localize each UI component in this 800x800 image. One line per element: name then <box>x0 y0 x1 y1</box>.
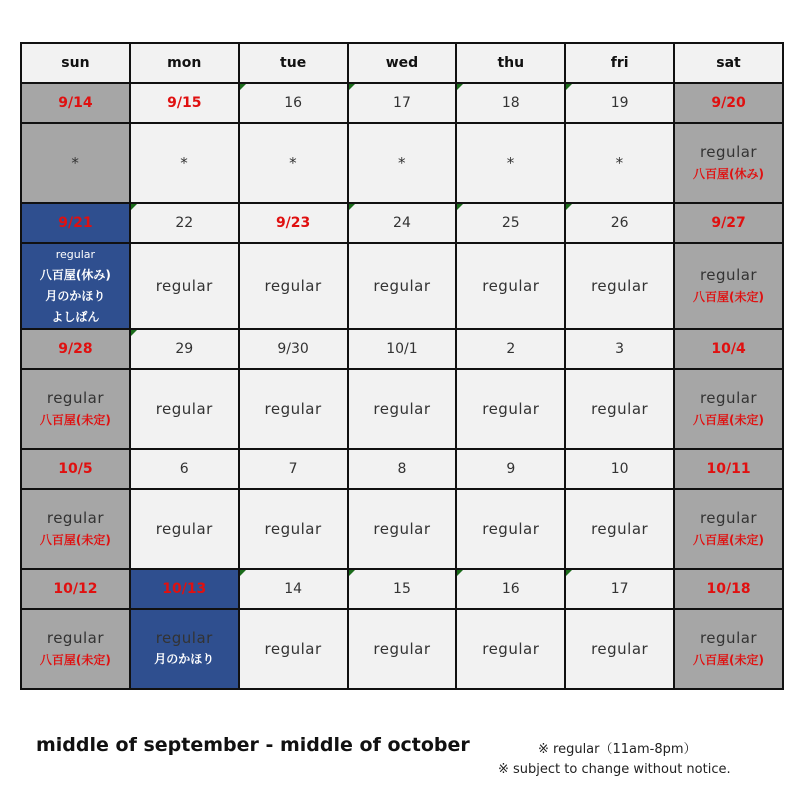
date-label: 6 <box>179 461 189 477</box>
date-cell[interactable] <box>565 569 674 609</box>
schedule-text: regular <box>373 520 431 538</box>
schedule-cell[interactable] <box>456 609 565 689</box>
schedule-cell[interactable] <box>674 243 783 329</box>
schedule-row <box>21 243 783 329</box>
regular-hours-note: ※ regular（11am-8pm） <box>538 742 697 757</box>
date-label: 18 <box>501 95 520 111</box>
date-cell[interactable] <box>348 83 457 123</box>
schedule-text: 八百屋(休み) <box>39 268 111 282</box>
date-label: 10 <box>610 461 629 477</box>
vendor-status-text: 八百屋(未定) <box>693 413 765 427</box>
date-cell[interactable] <box>674 569 783 609</box>
comment-marker-icon <box>349 204 355 210</box>
date-label: 9/14 <box>58 95 93 111</box>
comment-marker-icon <box>131 204 137 210</box>
date-cell[interactable] <box>130 203 239 243</box>
date-label: 3 <box>615 341 625 357</box>
vendor-status-text: 八百屋(未定) <box>693 533 765 547</box>
date-label: 9/28 <box>58 341 93 357</box>
date-cell[interactable] <box>565 83 674 123</box>
date-cell[interactable] <box>348 203 457 243</box>
schedule-cell[interactable] <box>565 123 674 203</box>
date-cell[interactable] <box>21 329 130 369</box>
comment-marker-icon <box>240 84 246 90</box>
date-cell[interactable] <box>21 83 130 123</box>
date-cell[interactable] <box>456 83 565 123</box>
schedule-text: regular <box>591 277 649 295</box>
date-cell[interactable] <box>130 449 239 489</box>
schedule-text: * <box>71 154 80 172</box>
schedule-cell[interactable] <box>456 369 565 449</box>
date-cell[interactable] <box>456 203 565 243</box>
date-cell[interactable] <box>239 203 348 243</box>
schedule-text: 月のかほり <box>154 652 215 666</box>
schedule-calendar <box>20 42 784 690</box>
date-cell[interactable] <box>239 329 348 369</box>
schedule-cell[interactable] <box>130 243 239 329</box>
date-label: 16 <box>284 95 303 111</box>
weekday-header-mon: mon <box>130 43 239 83</box>
date-label: 29 <box>175 341 194 357</box>
date-cell[interactable] <box>348 569 457 609</box>
date-label: 10/4 <box>711 341 746 357</box>
date-label: 24 <box>393 215 411 231</box>
schedule-text: regular <box>264 520 322 538</box>
date-label: 9/30 <box>277 341 309 357</box>
date-label: 16 <box>501 581 520 597</box>
schedule-cell[interactable] <box>348 123 457 203</box>
schedule-text: regular <box>46 389 104 407</box>
comment-marker-icon <box>349 570 355 576</box>
date-label: 9/15 <box>167 95 202 111</box>
date-label: 9/27 <box>711 215 746 231</box>
date-label: 2 <box>506 341 516 357</box>
date-label: 10/12 <box>53 581 98 597</box>
schedule-cell[interactable] <box>565 369 674 449</box>
schedule-cell[interactable] <box>239 609 348 689</box>
date-cell[interactable] <box>565 203 674 243</box>
comment-marker-icon <box>457 84 463 90</box>
schedule-text: regular <box>155 400 213 418</box>
vendor-status-text: 八百屋(未定) <box>693 653 765 667</box>
schedule-cell[interactable] <box>348 489 457 569</box>
weekday-header-tue: tue <box>239 43 348 83</box>
date-label: 19 <box>610 95 629 111</box>
date-label: 9/23 <box>275 215 311 231</box>
date-cell[interactable] <box>456 329 565 369</box>
date-label: 10/18 <box>706 581 751 597</box>
date-label: 15 <box>393 581 411 597</box>
schedule-text: regular <box>482 277 540 295</box>
schedule-text: regular <box>46 509 104 527</box>
schedule-text: regular <box>155 277 213 295</box>
date-cell[interactable] <box>21 449 130 489</box>
vendor-status-text: 八百屋(休み) <box>693 167 765 181</box>
date-cell[interactable] <box>565 329 674 369</box>
date-label: 9 <box>506 461 516 477</box>
schedule-cell[interactable] <box>565 489 674 569</box>
date-cell[interactable] <box>21 203 130 243</box>
schedule-cell[interactable] <box>456 123 565 203</box>
schedule-cell[interactable] <box>21 369 130 449</box>
schedule-cell[interactable] <box>456 489 565 569</box>
schedule-text: regular <box>482 520 540 538</box>
schedule-cell[interactable] <box>21 609 130 689</box>
comment-marker-icon <box>349 84 355 90</box>
date-cell[interactable] <box>130 329 239 369</box>
schedule-text: regular <box>155 520 213 538</box>
date-cell[interactable] <box>130 569 239 609</box>
comment-marker-icon <box>566 204 572 210</box>
date-label: 14 <box>284 581 303 597</box>
schedule-cell[interactable] <box>239 489 348 569</box>
vendor-status-text: 八百屋(未定) <box>39 533 111 547</box>
vendor-status-text: 八百屋(未定) <box>39 653 111 667</box>
date-row <box>21 83 783 123</box>
schedule-text: regular <box>46 629 104 647</box>
date-label: 10/11 <box>706 461 751 477</box>
weekday-header-sat: sat <box>674 43 783 83</box>
date-cell[interactable] <box>674 83 783 123</box>
date-label: 26 <box>610 215 629 231</box>
schedule-cell[interactable] <box>456 243 565 329</box>
date-label: 10/1 <box>386 341 418 357</box>
schedule-text: 月のかほり <box>45 289 106 303</box>
date-cell[interactable] <box>239 83 348 123</box>
schedule-text: * <box>397 154 406 172</box>
schedule-text: regular <box>699 143 758 161</box>
comment-marker-icon <box>457 204 463 210</box>
schedule-cell[interactable] <box>565 609 674 689</box>
date-cell[interactable] <box>456 449 565 489</box>
schedule-text: * <box>506 154 515 172</box>
schedule-cell[interactable] <box>21 243 130 329</box>
schedule-row <box>21 369 783 449</box>
date-cell[interactable] <box>674 449 783 489</box>
schedule-cell[interactable] <box>674 609 783 689</box>
schedule-cell[interactable] <box>239 243 348 329</box>
weekday-header-thu: thu <box>456 43 565 83</box>
schedule-text: regular <box>264 400 322 418</box>
date-cell[interactable] <box>21 569 130 609</box>
schedule-text: regular <box>264 640 322 658</box>
schedule-text: regular <box>373 640 431 658</box>
date-row <box>21 203 783 243</box>
date-label: 10/5 <box>58 461 93 477</box>
date-label: 10/13 <box>162 581 207 597</box>
date-label: 7 <box>288 461 298 477</box>
date-cell[interactable] <box>456 569 565 609</box>
schedule-cell[interactable] <box>130 369 239 449</box>
schedule-text: regular <box>482 400 540 418</box>
schedule-text: regular <box>264 277 322 295</box>
schedule-cell[interactable] <box>21 489 130 569</box>
weekday-header-wed: wed <box>348 43 457 83</box>
date-label: 22 <box>175 215 194 231</box>
date-cell[interactable] <box>239 569 348 609</box>
schedule-cell[interactable] <box>239 369 348 449</box>
change-notice: ※ subject to change without notice. <box>498 762 731 777</box>
calendar-body <box>21 83 783 689</box>
schedule-text: よしぱん <box>51 310 100 324</box>
schedule-text: regular <box>373 400 431 418</box>
date-row <box>21 329 783 369</box>
schedule-text: regular <box>699 509 758 527</box>
date-row <box>21 449 783 489</box>
schedule-row <box>21 489 783 569</box>
schedule-text: regular <box>699 266 758 284</box>
schedule-cell[interactable] <box>348 369 457 449</box>
vendor-status-text: 八百屋(未定) <box>693 290 765 304</box>
weekday-header-sun: sun <box>21 43 130 83</box>
schedule-text: regular <box>482 640 540 658</box>
date-cell[interactable] <box>565 449 674 489</box>
schedule-cell[interactable] <box>239 123 348 203</box>
date-cell[interactable] <box>674 203 783 243</box>
schedule-text: regular <box>699 629 758 647</box>
schedule-text: regular <box>591 640 649 658</box>
date-label: 17 <box>393 95 411 111</box>
schedule-cell[interactable] <box>565 243 674 329</box>
schedule-cell[interactable] <box>130 609 239 689</box>
date-label: 9/21 <box>58 215 93 231</box>
schedule-cell[interactable] <box>348 609 457 689</box>
schedule-text: regular <box>155 629 213 647</box>
date-label: 17 <box>610 581 629 597</box>
vendor-status-text: 八百屋(未定) <box>39 413 111 427</box>
schedule-row <box>21 123 783 203</box>
date-label: 25 <box>501 215 520 231</box>
date-cell[interactable] <box>348 329 457 369</box>
comment-marker-icon <box>566 570 572 576</box>
comment-marker-icon <box>131 330 137 336</box>
schedule-cell[interactable] <box>674 489 783 569</box>
schedule-text: regular <box>373 277 431 295</box>
schedule-text: regular <box>699 389 758 407</box>
weekday-header-fri: fri <box>565 43 674 83</box>
schedule-text: regular <box>591 400 649 418</box>
schedule-text: regular <box>55 248 96 261</box>
date-cell[interactable] <box>239 449 348 489</box>
weekday-header-row <box>21 43 783 83</box>
schedule-cell[interactable] <box>674 369 783 449</box>
schedule-text: * <box>615 154 624 172</box>
date-row <box>21 569 783 609</box>
date-label: 9/20 <box>711 95 746 111</box>
schedule-text: regular <box>591 520 649 538</box>
date-cell[interactable] <box>348 449 457 489</box>
schedule-cell[interactable] <box>674 123 783 203</box>
schedule-row <box>21 609 783 689</box>
comment-marker-icon <box>240 570 246 576</box>
comment-marker-icon <box>566 84 572 90</box>
schedule-cell[interactable] <box>21 123 130 203</box>
schedule-cell[interactable] <box>130 123 239 203</box>
date-cell[interactable] <box>674 329 783 369</box>
schedule-text: * <box>289 154 298 172</box>
schedule-period-title: middle of september - middle of october <box>36 734 470 756</box>
date-cell[interactable] <box>130 83 239 123</box>
schedule-cell[interactable] <box>130 489 239 569</box>
schedule-text: * <box>180 154 189 172</box>
date-label: 8 <box>397 461 407 477</box>
schedule-cell[interactable] <box>348 243 457 329</box>
comment-marker-icon <box>457 570 463 576</box>
